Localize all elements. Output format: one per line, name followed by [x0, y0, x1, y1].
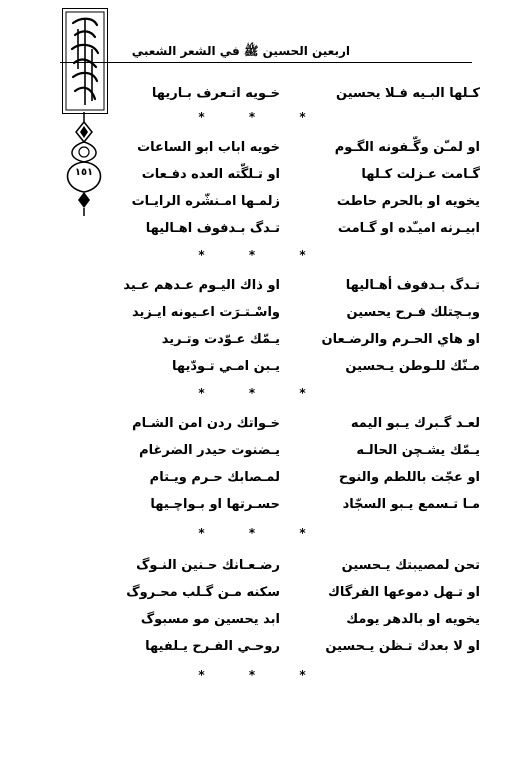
stanza-separator: * * * [198, 668, 326, 682]
verse-right-hemistich: او تـهل دموعها الفرگاك [328, 585, 480, 600]
stanza-separator: * * * [198, 110, 326, 124]
verse-right-hemistich: او لا بعدك تـظن يـحسين [325, 639, 480, 654]
verse-left-hemistich: خويه اباب ابو الساعات [137, 140, 280, 155]
stanza-2 [0, 138, 524, 246]
stanza-separator: * * * [198, 248, 326, 262]
stanza-separator: * * * [198, 386, 326, 400]
verse-row [0, 610, 524, 637]
verse-row [0, 556, 524, 583]
verse-right-hemistich: تحن لمصيبتك يـحسين [341, 558, 480, 573]
verse-row [0, 414, 524, 441]
verse-row [0, 192, 524, 219]
verse-left-hemistich: او ذاك اليـوم عـدهم عـيد [123, 278, 280, 293]
running-header-title: اربعين الحسين ﷺ في الشعر الشعبي [131, 44, 350, 58]
verse-left-hemistich: خـواتك ردن امن الشـام [132, 416, 280, 431]
stanza-5 [0, 556, 524, 664]
verse-left-hemistich: يـبن امـي تـودّيها [172, 359, 280, 374]
verse-row [0, 637, 524, 664]
stanza-1 [0, 84, 524, 111]
verse-right-hemistich: او عجّت باللطم والنوح [338, 470, 480, 485]
header-rule [60, 62, 472, 63]
verse-row [0, 84, 524, 111]
verse-left-hemistich: واسْـتـرَت اعـيونه ايـزيد [132, 305, 280, 320]
verse-row [0, 468, 524, 495]
verse-right-hemistich: ابيـرنه اميـّده او گـامت [337, 221, 480, 236]
verse-left-hemistich: ابد يحسين مو مسبوگ [140, 612, 280, 627]
verse-row [0, 330, 524, 357]
verse-right-hemistich: يخويه او بالحرم حاطت [336, 194, 480, 209]
verse-row [0, 165, 524, 192]
verse-right-hemistich: كـلها البـيه فـلا يحسين [336, 86, 480, 101]
verse-left-hemistich: خـويه اتـعرف بـاريها [151, 86, 280, 101]
verse-left-hemistich: رضـعـانك حـنين النـوگ [136, 558, 280, 573]
verse-row [0, 583, 524, 610]
verse-left-hemistich: يـمّك عـوّدت وتـريد [161, 332, 280, 347]
verse-right-hemistich: او هاي الحـرم والرضـعان [321, 332, 480, 347]
verse-left-hemistich: زلمـها امـنشّره الرايـات [131, 194, 280, 209]
verse-right-hemistich: تـدگ بـدفوف أهـاليها [345, 278, 480, 293]
verse-right-hemistich: يـمّك يشـچن الحالـه [356, 443, 480, 458]
verse-right-hemistich: او لمـّن وگّـفونه الگـوم [334, 140, 480, 155]
verse-left-hemistich: حسـرتها او بـواچـيها [150, 497, 280, 512]
verse-row [0, 441, 524, 468]
verse-row [0, 357, 524, 384]
verse-row [0, 219, 524, 246]
verse-left-hemistich: يـضنوت حيدر الضرغام [139, 443, 280, 458]
verse-left-hemistich: لمـصابك حـرم ويـتام [149, 470, 280, 485]
verse-left-hemistich: روحـي الفـرح يـلفيها [145, 639, 280, 654]
page-number: ١٥١ [74, 167, 94, 178]
verse-right-hemistich: لعـد گـبرك يـبو اليمه [350, 416, 480, 431]
verse-right-hemistich: مـنّك للـوطن يـحسين [345, 359, 480, 374]
stanza-3 [0, 276, 524, 384]
verse-row [0, 303, 524, 330]
verse-row [0, 276, 524, 303]
verse-right-hemistich: وبـچتلك فـرح يحسين [346, 305, 480, 320]
verse-left-hemistich: او تـلگّته العده دفـعات [141, 167, 280, 182]
verse-right-hemistich: يخويه او بالدهر يومك [346, 612, 480, 627]
stanza-4 [0, 414, 524, 522]
verse-left-hemistich: سكنه مـن گـلب محـروگ [126, 585, 280, 600]
verse-right-hemistich: مـا تـسمع يـبو السجّاد [342, 497, 480, 512]
verse-right-hemistich: گـامت عـزلت كـلها [361, 167, 480, 182]
verse-left-hemistich: تـدگ بـدفوف اهـاليها [145, 221, 280, 236]
stanza-separator: * * * [198, 526, 326, 540]
verse-row [0, 138, 524, 165]
verse-row [0, 495, 524, 522]
